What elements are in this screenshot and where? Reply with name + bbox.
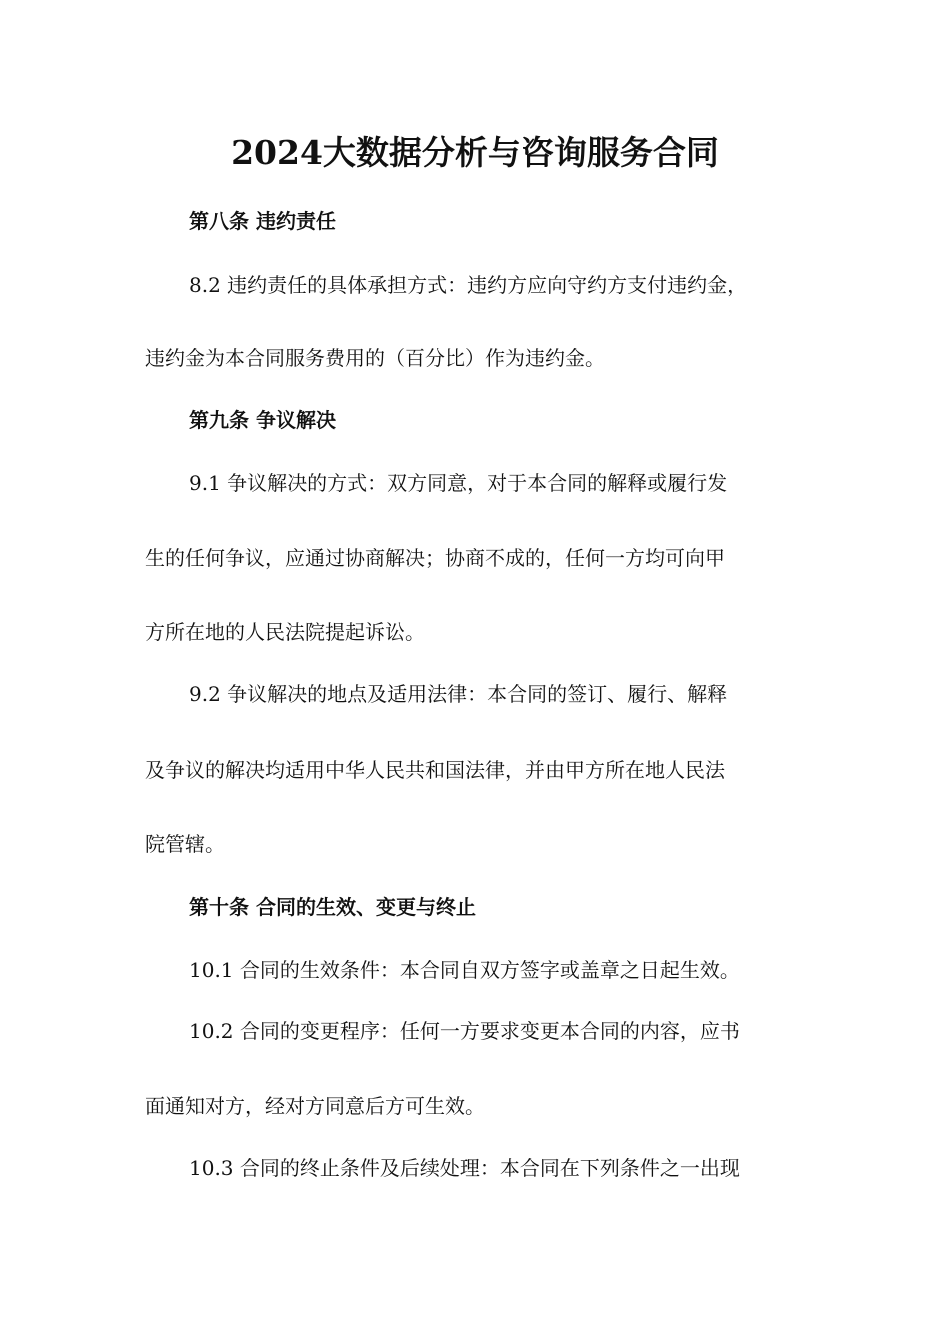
paragraph-line: 10.2 合同的变更程序：任何一方要求变更本合同的内容，应书 xyxy=(189,1019,740,1043)
paragraph-line: 院管辖。 xyxy=(145,832,225,856)
section-heading-9: 第九条 争议解决 xyxy=(189,408,336,432)
paragraph-line: 10.3 合同的终止条件及后续处理：本合同在下列条件之一出现 xyxy=(189,1156,740,1180)
section-heading-8: 第八条 违约责任 xyxy=(189,209,336,233)
paragraph-line: 生的任何争议，应通过协商解决；协商不成的，任何一方均可向甲 xyxy=(145,546,725,570)
paragraph-line: 面通知对方，经对方同意后方可生效。 xyxy=(145,1094,485,1118)
paragraph-line: 违约金为本合同服务费用的（百分比）作为违约金。 xyxy=(145,346,605,370)
paragraph-line: 方所在地的人民法院提起诉讼。 xyxy=(145,620,425,644)
paragraph-line: 10.1 合同的生效条件：本合同自双方签字或盖章之日起生效。 xyxy=(189,958,740,982)
document-title: 2024大数据分析与咨询服务合同 xyxy=(231,133,719,172)
paragraph-line: 9.1 争议解决的方式：双方同意，对于本合同的解释或履行发 xyxy=(189,471,728,495)
paragraph-line: 及争议的解决均适用中华人民共和国法律，并由甲方所在地人民法 xyxy=(145,758,725,782)
paragraph-line: 8.2 违约责任的具体承担方式：违约方应向守约方支付违约金， xyxy=(189,273,748,297)
section-heading-10: 第十条 合同的生效、变更与终止 xyxy=(189,895,476,919)
paragraph-line: 9.2 争议解决的地点及适用法律：本合同的签订、履行、解释 xyxy=(189,682,728,706)
